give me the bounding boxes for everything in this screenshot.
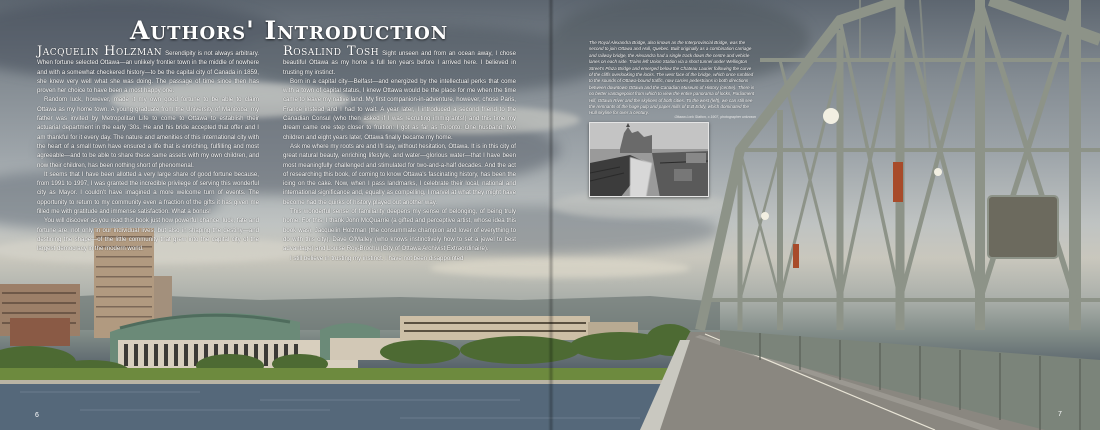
paragraph: I still believe in trusting my instinct. I have not been disappointed [290,254,464,262]
river [0,384,700,430]
paragraph: It seems that I have been allotted a very large share of good fortune because, from 1991 to 1997, I was granted the incredible privilege of serving this wonderful city as Mayor. I couldn't have imagined a more welcome turn of events. The opportunity to return to my community even a fraction of the gifts it has given me filled me with gratitude and immense satisfaction. What a bonus! [37,170,259,216]
photo-credit: Ottawa Lock Station, c.1907, photographer unknown [674,115,756,119]
photo-caption: The Royal Alexandra Bridge, also known as the Interprovincial Bridge, was the second to join Ottawa and Hull, Quebec. Built originally as a combination carriage and railway bridge, the Alexandra had a single track down the centre and vehicle lanes on each side. Trains left Union Station via a short tunnel under Wellington Street's Plaza Bridge and emerged below the Chateau Laurier following the curve of the cliffs overlooking the locks. The west face of the bridge, which once rumbled to the sounds of Ottawa-bound traffic, now carries pedestrians in both directions between downtown Ottawa and the Canadian Museum of History (centre). There is no better vantagepoint from which to view the entire panorama of locks, Parliament Hill, Ottawa River and the skylines of both cities. To the west (left), we can still see the remnants of the huge pulp and paper mills of E.B Eddy, which dominated the Hull skyline for over a century. [589,40,755,116]
paragraph: Jacquelin Holzman Serendipity is not always arbitrary. When fortune selected Ottawa—an unlikely frontier town in the middle of nowhere and with a somewhat checkered history—to be the capital city of Canada in 1859, she knew very well what she was doing. The passage of time since then has proven her choice to have been a most happy one. [37,44,259,95]
author-intro-tosh [283,46,516,263]
paragraph: This wonderful sense of familiarity deepens my sense of belonging, of being truly home. For this, I thank John McQuarrie (a gifted and perceptive artist, whose idea this book was), Jacquelin Holzman (the consummate champion and lover of everything to do with this city), Dave O'Malley (who knows instinctively how to set a jewel to best advantage) and Louise Roy-Brochu (City of Ottawa Archivist Extraordinaire). [283,208,516,253]
paragraph: Random luck, however, made it my own good fortune to be able to claim Ottawa as my home town. A young graduate from the University of Manitoba, my father was invited by Metropolitan Life to come to Ottawa to establish their actuarial department in the early '30s. He and his bride accepted that offer and I am thankful for it every day. The nature and amenities of this international city with the heart of a small town have ensured a life that is enriching, fulfilling and most agreeable—and to be able to share these same assets with my own children, and now their children, has been nothing short of phenomenal. [37,96,259,169]
page-title: Authors' Introduction [130,16,449,45]
historic-locks-photo [590,123,709,197]
lamp-globes [761,108,942,220]
paragraph: Rosalind Tosh Sight unseen and from an ocean away, I chose beautiful Ottawa as my home a full ten years before I arrived here. I believed in trusting my instinct. [283,44,516,76]
historic-photo [589,122,709,197]
paragraph: You will discover as you read this book just how powerful chance, luck, fate and fortune are, not only in our individual lives, but also in shaping the destiny—and destining the shape—of the little community that grew into the capital city of the largest democracy in the modern world. [37,217,259,253]
paragraph: Ask me where my roots are and I'll say, without hesitation, Ottawa. It is in this city of great natural beauty, enriching lifestyle, and water—glorious water—that I have been most meaningfully challenged and stimulated for two-and-a-half decades. And the act of researching this book, of coming to know Ottawa's fascinating history, has been the icing on the cake. Now, when I pass landmarks, I celebrate their local, national and international significance and, equally as compelling, I marvel at what they might have become had the quirks of history played out another way. [283,142,516,206]
paragraph: Born in a capital city—Belfast—and energized by the intellectual perks that come with a town of capital status, I knew Ottawa would be the place for me when the time came to leave my native land. My first companion-in-adventure, however, chose Paris, France instead and I had to wait. A year later, I introduced a second friend to the Canadian Consul (who then asked if I was recruiting immigrants!) and this time my dream came one step closer to fruition: I got as far as Toronto. One husband, two children and eight years later, Ottawa finally became my home. [283,77,516,141]
page-number-right: 7 [1058,411,1062,418]
author-name: Jacquelin Holzman [37,44,163,59]
author-name: Rosalind Tosh [283,44,380,59]
author-intro-holzman [37,46,259,254]
book-gutter [548,0,554,430]
page-number-left: 6 [35,412,39,419]
bridge-plaque [988,196,1058,258]
